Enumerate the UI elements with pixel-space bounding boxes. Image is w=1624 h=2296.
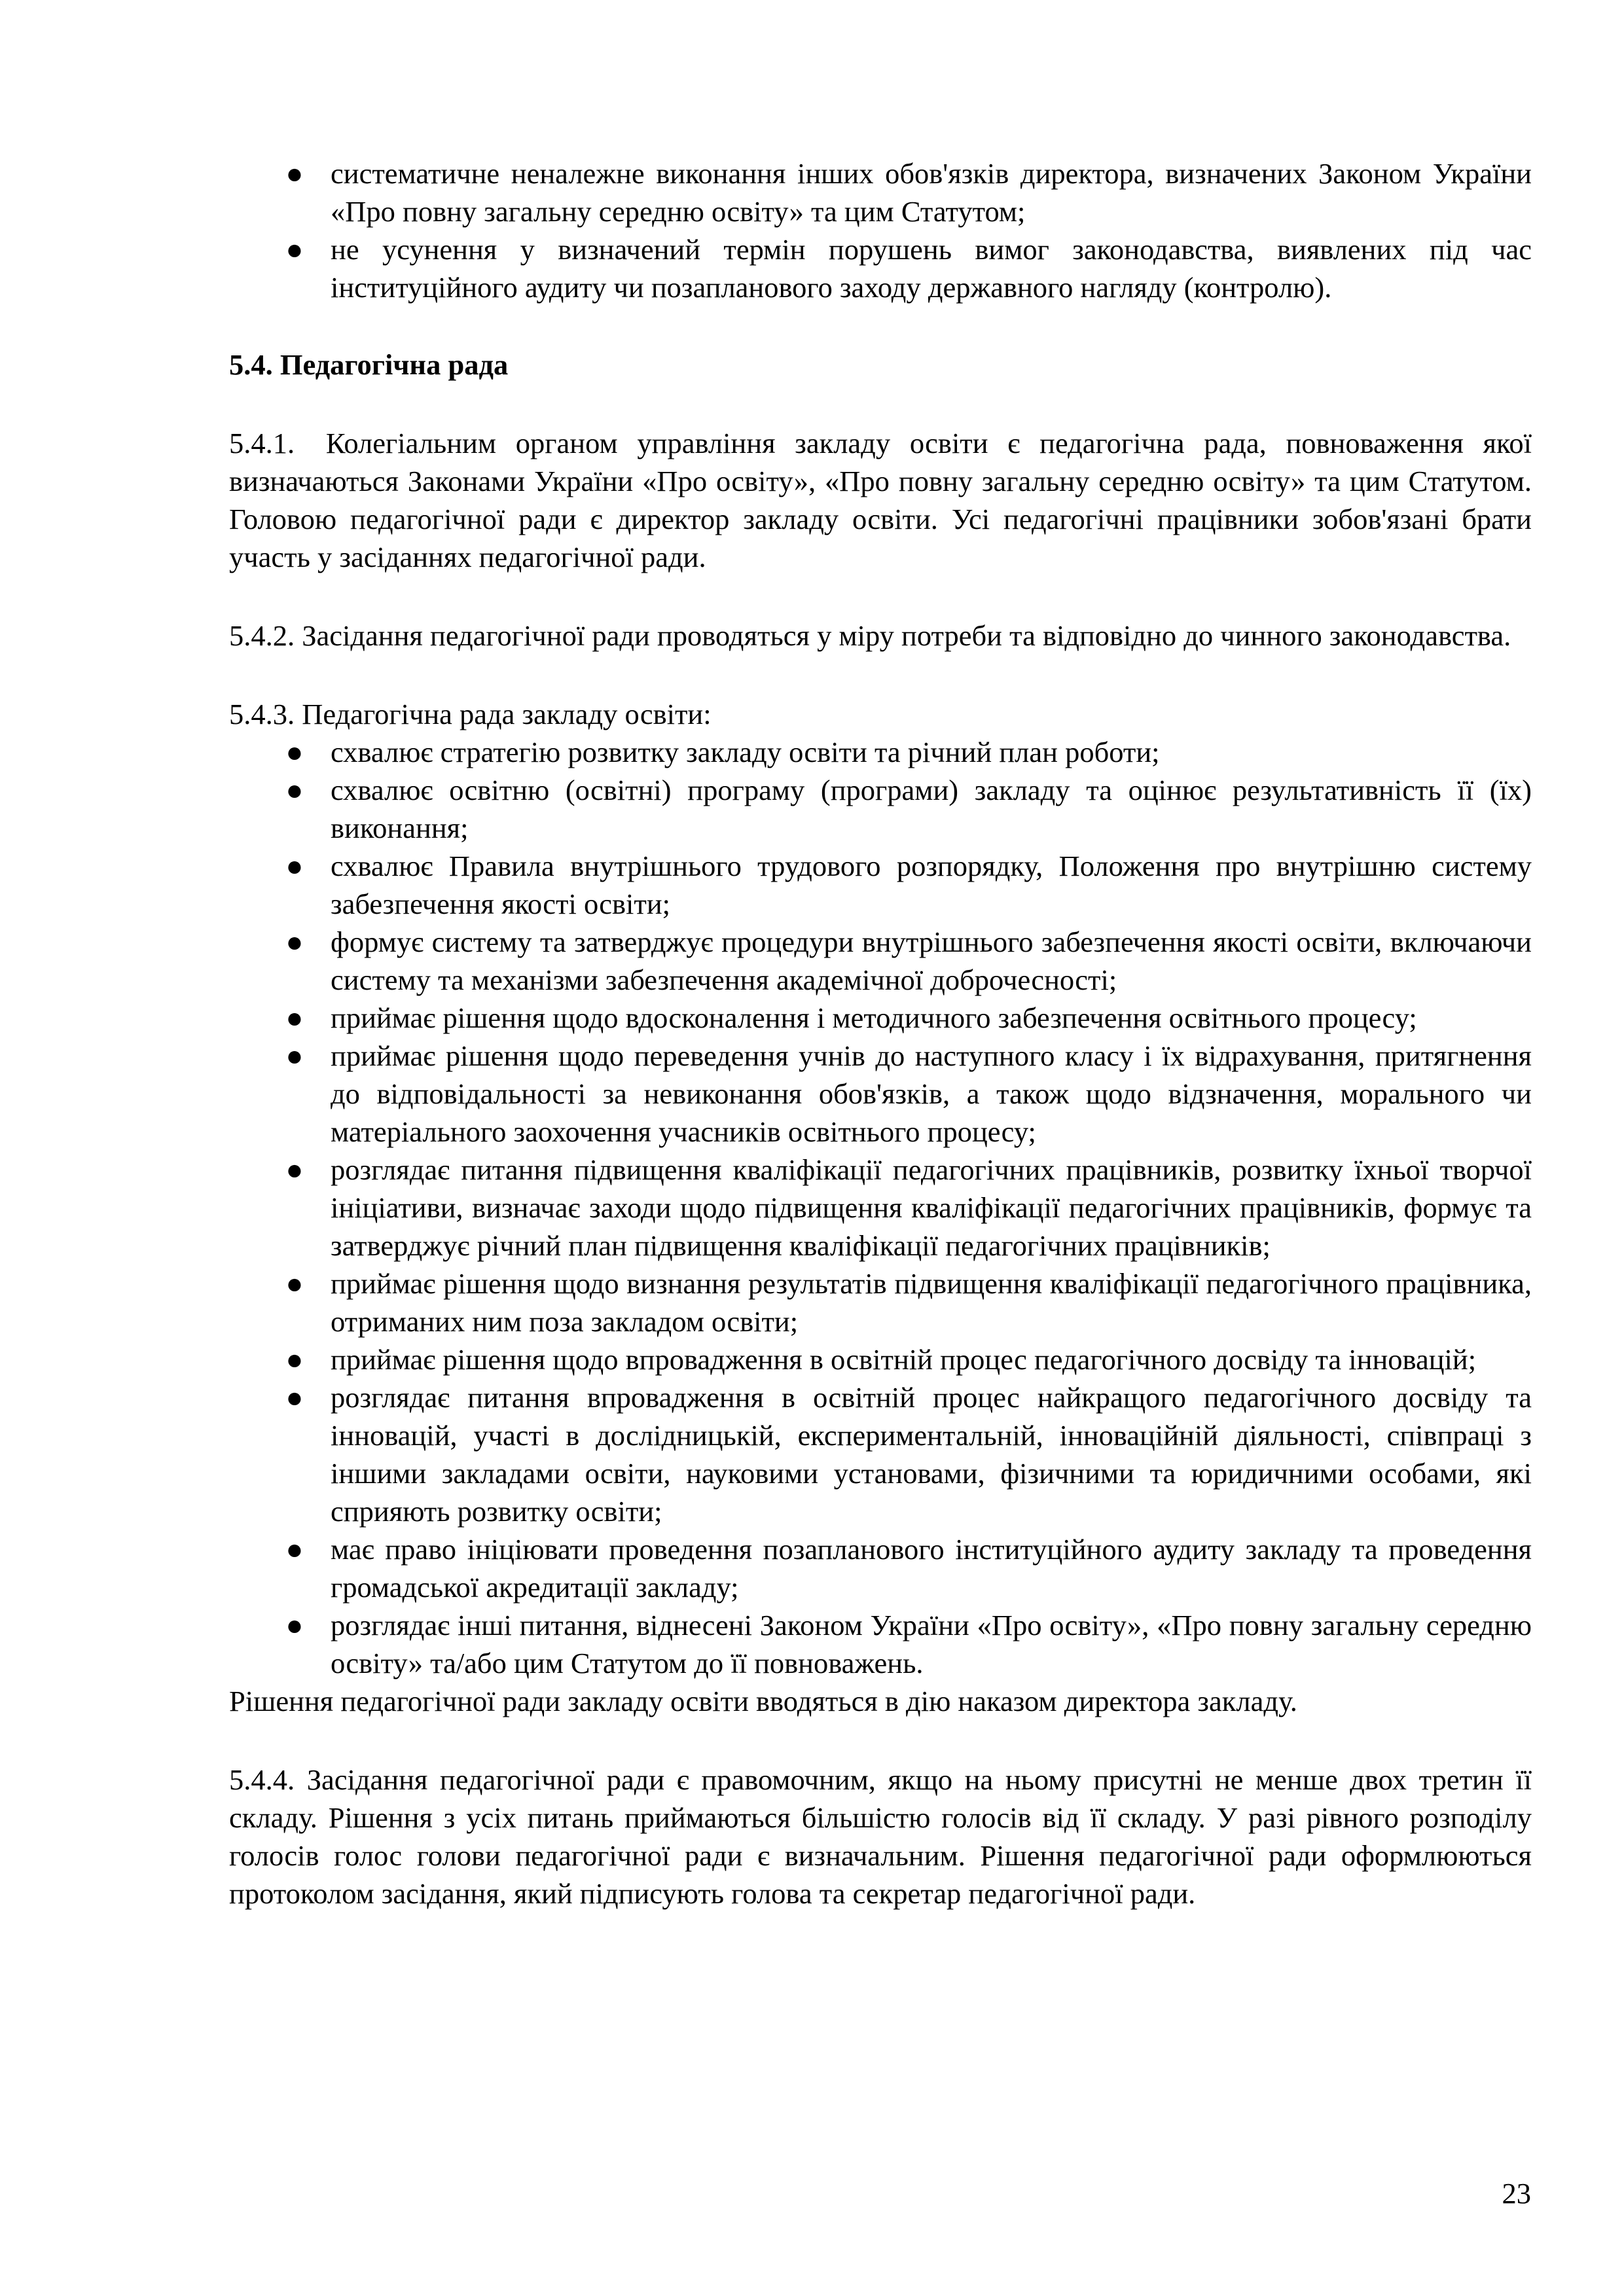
list-item <box>229 847 1532 923</box>
bullet-icon: ● <box>285 774 304 806</box>
list-item <box>229 771 1532 847</box>
paragraph-5-4-3-intro: 5.4.3. Педагогічна рада закладу освіти: <box>229 698 712 730</box>
paragraph-5-4-3-closing: Рішення педагогічної ради закладу освіти вводяться в дію наказом директора закладу. <box>229 1685 1297 1717</box>
paragraph-number: 5.4.1. <box>229 427 295 459</box>
bullet-icon: ● <box>285 1001 304 1034</box>
list-item <box>229 1340 1532 1378</box>
list-item <box>229 923 1532 999</box>
list-item-text: розглядає питання впровадження в освітній процес найкращого педагогічного досвіду та інновацій, участі в дослідницькій, експериментальній, інноваційній діяльності, співпраці з іншими закладами освіти, науковими установами, фізичними та юридичними особами, які сприяють розвитку освіти; <box>331 1381 1532 1528</box>
list-item <box>229 154 1532 230</box>
list-item-text: схвалює Правила внутрішнього трудового розпорядку, Положення про внутрішню систему забезпечення якості освіти; <box>331 850 1532 920</box>
bullet-icon: ● <box>285 1381 304 1414</box>
list-item-text: приймає рішення щодо визнання результатів підвищення кваліфікації педагогічного працівника, отриманих ним поза закладом освіти; <box>331 1267 1532 1338</box>
paragraph-text: Колегіальним органом управління закладу освіти є педагогічна рада, повноваження якої визначаються Законами України «Про освіту», «Про повну загальну середню освіту» та цим Статутом. Головою педагогічної ради є директор закладу освіти. Усі педагогічні працівники зобов'язані брати участь у засіданнях педагогічної ради. <box>229 427 1532 573</box>
list-item <box>229 1151 1532 1265</box>
paragraph-5-4-4: 5.4.4. Засідання педагогічної ради є правомочним, якщо на ньому присутні не менше двох третин її складу. Рішення з усіх питань приймаються більшістю голосів від її складу. У разі рівного розподілу голосів голос голови педагогічної ради є визначальним. Рішення педагогічної ради оформлюються протоколом засідання, який підписують голова та секретар педагогічної ради. <box>229 1763 1532 1910</box>
page-number: 23 <box>1502 2177 1531 2210</box>
bullet-icon: ● <box>285 1153 304 1186</box>
list-item <box>229 1606 1532 1682</box>
powers-bullet-list <box>229 733 1532 1682</box>
list-item-text: має право ініціювати проведення позапланового інституційного аудиту закладу та проведення громадської акредитації закладу; <box>331 1533 1532 1604</box>
bullet-icon: ● <box>285 1609 304 1641</box>
list-item-text: схвалює стратегію розвитку закладу освіти та річний план роботи; <box>331 736 1160 768</box>
list-item-text: формує систему та затверджує процедури внутрішнього забезпечення якості освіти, включаючи систему та механізми забезпечення академічної доброчесності; <box>331 925 1532 996</box>
list-item-text: розглядає інші питання, віднесені Законом України «Про освіту», «Про повну загальну середню освіту» та/або цим Статутом до її повноважень. <box>331 1609 1532 1679</box>
list-item <box>229 1037 1532 1151</box>
list-item-text: не усунення у визначений термін порушень вимог законодавства, виявлених під час інституційного аудиту чи позапланового заходу державного нагляду (контролю). <box>331 233 1532 304</box>
list-item-text: приймає рішення щодо вдосконалення і методичного забезпечення освітнього процесу; <box>331 1001 1417 1034</box>
paragraph-5-4-2: 5.4.2. Засідання педагогічної ради проводяться у міру потреби та відповідно до чинного законодавства. <box>229 619 1511 652</box>
bullet-icon: ● <box>285 736 304 768</box>
list-item <box>229 1530 1532 1606</box>
spacer <box>229 655 1532 695</box>
bullet-icon: ● <box>285 925 304 958</box>
bullet-icon: ● <box>285 233 304 266</box>
list-item-text: розглядає питання підвищення кваліфікації педагогічних працівників, розвитку їхньої творчої ініціативи, визначає заходи щодо підвищення кваліфікації педагогічних працівників, формує та затверджує річний план підвищення кваліфікації педагогічних працівників; <box>331 1153 1532 1262</box>
list-item-text: приймає рішення щодо переведення учнів до наступного класу і їх відрахування, притягнення до відповідальності за невиконання обов'язків, а також щодо відзначення, морального чи матеріального заохочення учасників освітнього процесу; <box>331 1039 1532 1148</box>
bullet-icon: ● <box>285 1343 304 1376</box>
list-item-text: схвалює освітню (освітні) програму (програми) закладу та оцінює результативність її (їх) виконання; <box>331 774 1532 844</box>
list-item-text: приймає рішення щодо впровадження в освітній процес педагогічного досвіду та інновацій; <box>331 1343 1477 1376</box>
bullet-icon: ● <box>285 1533 304 1566</box>
bullet-icon: ● <box>285 1039 304 1072</box>
list-item <box>229 999 1532 1037</box>
top-bullet-list <box>229 154 1532 306</box>
bullet-icon: ● <box>285 1267 304 1300</box>
bullet-icon: ● <box>285 850 304 882</box>
list-item <box>229 230 1532 306</box>
list-item-text: систематичне неналежне виконання інших обов'язків директора, визначених Законом України «Про повну загальну середню освіту» та цим Статутом; <box>331 157 1532 228</box>
section-heading: 5.4. Педагогічна рада <box>229 348 509 381</box>
spacer <box>229 1720 1532 1761</box>
document-page <box>229 154 1532 1912</box>
bullet-icon: ● <box>285 157 304 190</box>
paragraph-5-4-1 <box>229 424 1532 576</box>
spacer <box>229 576 1532 617</box>
list-item <box>229 1265 1532 1340</box>
list-item <box>229 1378 1532 1530</box>
list-item <box>229 733 1532 771</box>
spacer <box>229 384 1532 424</box>
